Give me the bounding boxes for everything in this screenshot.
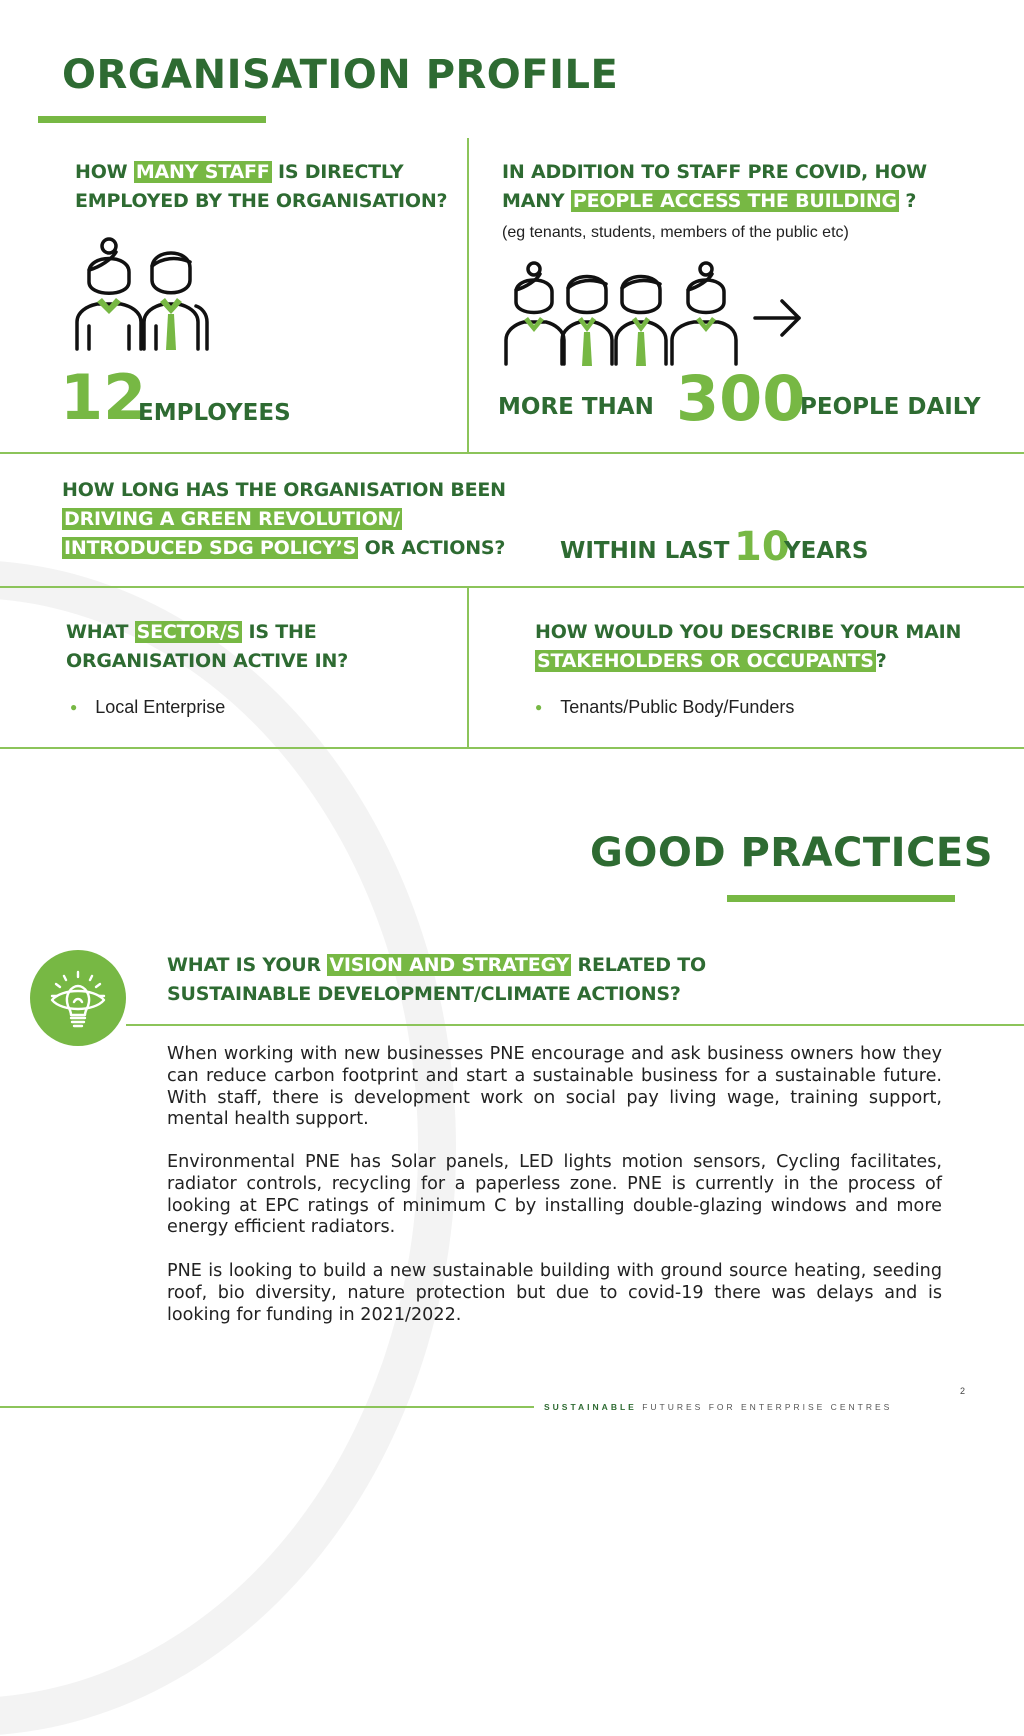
vision-paragraph-1: When working with new businesses PNE encourage and ask business owners how they can reduce carbon footprint and start a sustainable business for a sustainable future. With staff, there is development work on social pay living wage, training support, mental health support. bbox=[167, 1044, 942, 1130]
access-suffix: PEOPLE DAILY bbox=[800, 394, 981, 420]
green-prefix: WITHIN LAST bbox=[560, 538, 730, 564]
background-arc bbox=[0, 560, 456, 1736]
divider-horizontal-3 bbox=[0, 747, 1024, 749]
footer-brand: SUSTAINABLE FUTURES FOR ENTERPRISE CENTRES bbox=[544, 1402, 893, 1412]
page-title: ORGANISATION PROFILE bbox=[62, 52, 619, 98]
stakeholders-answer: ● Tenants/Public Body/Funders bbox=[535, 697, 795, 717]
green-suffix: YEARS bbox=[784, 538, 869, 564]
two-people-icon bbox=[72, 234, 212, 354]
page-number: 2 bbox=[960, 1386, 966, 1396]
staff-question: HOW MANY STAFF IS DIRECTLY EMPLOYED BY THE ORGANISATION? bbox=[75, 161, 448, 212]
access-question: IN ADDITION TO STAFF PRE COVID, HOW MANY PEOPLE ACCESS THE BUILDING ? bbox=[502, 161, 927, 212]
vision-paragraph-2: Environmental PNE has Solar panels, LED lights motion sensors, Cycling facilitates, radiator controls, recycling for a paperless zone. PNE is currently in the process of looking at EPC ratings of minimum C by installing double-glazing windows and more energy efficient radiators. bbox=[167, 1152, 942, 1238]
vision-question: WHAT IS YOUR VISION AND STRATEGY RELATED TO SUSTAINABLE DEVELOPMENT/CLIMATE ACTIONS? bbox=[167, 954, 706, 1005]
divider-horizontal-2 bbox=[0, 586, 1024, 588]
staff-unit: EMPLOYEES bbox=[138, 400, 291, 426]
stakeholders-question: HOW WOULD YOU DESCRIBE YOUR MAIN STAKEHOLDERS OR OCCUPANTS ? bbox=[535, 621, 962, 672]
divider-horizontal-1 bbox=[0, 452, 1024, 454]
title-underline bbox=[38, 116, 266, 123]
access-count: 300 bbox=[676, 362, 806, 435]
bullet-icon: ● bbox=[70, 700, 78, 714]
green-question: HOW LONG HAS THE ORGANISATION BEEN DRIVING A GREEN REVOLUTION/ INTRODUCED SDG POLICY’S OR ACTIONS? bbox=[62, 479, 506, 559]
divider-vertical-top bbox=[467, 138, 469, 454]
lightbulb-icon bbox=[30, 950, 126, 1046]
footer-line bbox=[0, 1406, 534, 1408]
divider-vertical-bottom bbox=[467, 588, 469, 748]
bullet-icon: ● bbox=[535, 700, 543, 714]
good-practices-title: GOOD PRACTICES bbox=[590, 830, 994, 876]
staff-count: 12 bbox=[60, 361, 147, 434]
green-years: 10 bbox=[734, 524, 790, 570]
vision-divider bbox=[126, 1024, 1024, 1026]
vision-paragraph-3: PNE is looking to build a new sustainable building with ground source heating, seeding roof, bio diversity, nature protection but due to covid-19 there was delays and is looking for funding in 2021/2022. bbox=[167, 1261, 942, 1325]
sector-answer: ● Local Enterprise bbox=[70, 697, 226, 717]
access-prefix: MORE THAN bbox=[498, 394, 654, 420]
access-note: (eg tenants, students, members of the public etc) bbox=[502, 224, 849, 241]
good-practices-underline bbox=[727, 895, 955, 902]
arrow-right-icon bbox=[752, 296, 804, 340]
lightbulb-badge bbox=[30, 950, 126, 1046]
sector-question: WHAT SECTOR/S IS THE ORGANISATION ACTIVE IN? bbox=[66, 621, 349, 672]
